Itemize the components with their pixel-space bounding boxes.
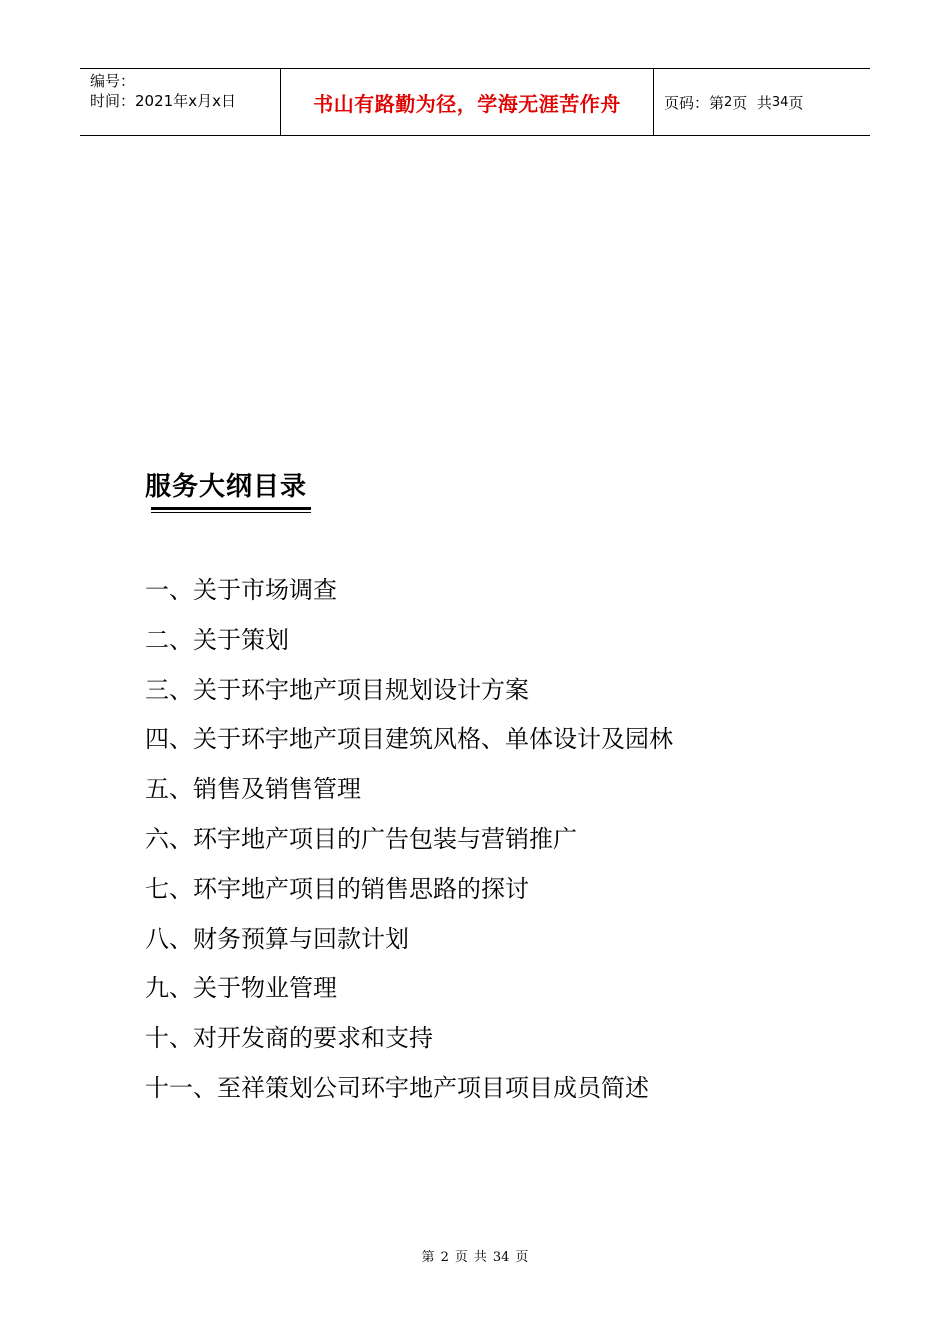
footer-mid1: 页 — [454, 1250, 468, 1265]
toc-list — [145, 571, 673, 1119]
toc-item: 九、关于物业管理 — [145, 974, 337, 1003]
toc-title: 服务大纲目录 — [145, 472, 308, 502]
header-page-suffix: 页 — [788, 93, 804, 112]
title-underline-thin — [151, 512, 311, 513]
header-page-total: 34 — [771, 94, 789, 110]
page-footer — [0, 1246, 950, 1265]
footer-total: 34 — [492, 1250, 510, 1265]
toc-item: 八、财务预算与回款计划 — [145, 924, 409, 953]
header-page-mid: 页 共 — [732, 93, 772, 112]
toc-item: 十一、至祥策划公司环宇地产项目项目成员简述 — [145, 1073, 649, 1102]
footer-mid2: 共 — [473, 1250, 487, 1265]
toc-item: 五、销售及销售管理 — [145, 775, 361, 804]
header-meta-cell — [80, 69, 281, 135]
toc-item: 三、关于环宇地产项目规划设计方案 — [145, 675, 529, 704]
header-time-value: 2021年x月x日 — [135, 92, 236, 110]
header-number-label: 编号： — [90, 72, 136, 90]
footer-suffix: 页 — [515, 1250, 529, 1265]
toc-item: 十、对开发商的要求和支持 — [145, 1024, 433, 1053]
toc-item: 七、环宇地产项目的销售思路的探讨 — [145, 874, 529, 903]
toc-item: 一、关于市场调查 — [145, 576, 337, 604]
header-motto: 书山有路勤为径，学海无涯苦作舟 — [313, 91, 621, 116]
header-page-current: 2 — [724, 94, 733, 110]
page-header — [80, 68, 870, 136]
toc-item: 六、环宇地产项目的广告包装与营销推广 — [145, 824, 577, 853]
header-page-cell — [654, 69, 870, 135]
toc-item: 四、关于环宇地产项目建筑风格、单体设计及园林 — [145, 725, 673, 754]
header-motto-cell — [281, 69, 654, 135]
header-page-prefix: 页码：第 — [664, 93, 725, 112]
header-time-line — [90, 91, 280, 111]
title-underline-thick — [151, 507, 311, 510]
title-underline — [151, 507, 311, 513]
footer-prefix: 第 — [421, 1250, 435, 1265]
footer-current: 2 — [440, 1250, 449, 1265]
toc-item: 二、关于策划 — [145, 625, 289, 654]
header-time-label: 时间： — [90, 92, 136, 110]
